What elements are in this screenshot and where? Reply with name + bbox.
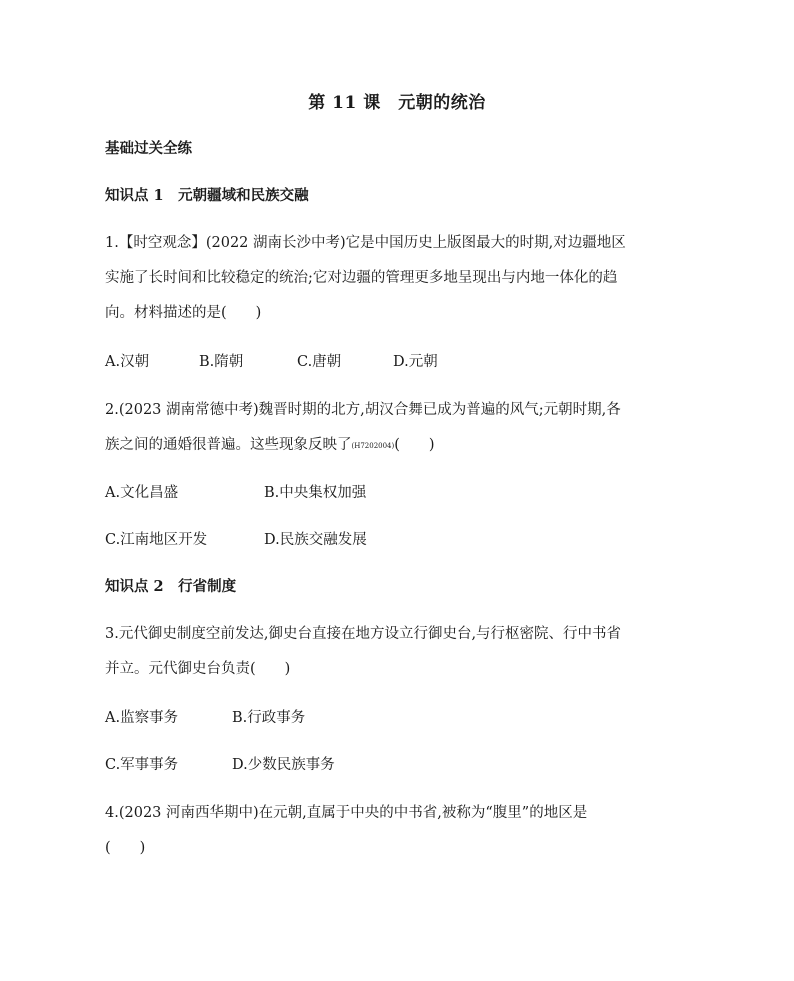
question-3-option-b: B.行政事务 (232, 710, 306, 726)
section-heading: 基础过关全练 (105, 140, 192, 157)
knowledge-point-1-heading: 知识点 1 元朝疆域和民族交融 (105, 187, 309, 204)
lesson-title: 第 11 课 元朝的统治 (308, 93, 486, 113)
question-3-line-1: 3.元代御史制度空前发达,御史台直接在地方设立行御史台,与行枢密院、行中书省 (105, 626, 622, 642)
question-2-option-a: A.文化昌盛 (105, 485, 179, 501)
question-3-option-a: A.监察事务 (105, 710, 179, 726)
question-2-option-c: C.江南地区开发 (105, 532, 208, 548)
question-1-option-a: A.汉朝 (105, 354, 150, 370)
question-1-option-d: D.元朝 (393, 354, 438, 370)
question-4-line-2: ( ) (105, 840, 146, 856)
question-2-line-2-text: 族之间的通婚很普遍。这些现象反映了 (105, 437, 352, 453)
question-2-answer-blank: ( ) (394, 437, 435, 453)
question-1-line-1: 1.【时空观念】(2022 湖南长沙中考)它是中国历史上版图最大的时期,对边疆地区 (105, 235, 626, 251)
question-3-option-d: D.少数民族事务 (232, 757, 335, 773)
question-1-line-3: 向。材料描述的是( ) (105, 305, 262, 321)
question-1-option-c: C.唐朝 (297, 354, 342, 370)
question-1-option-b: B.隋朝 (199, 354, 244, 370)
question-2-option-d: D.民族交融发展 (264, 532, 367, 548)
question-1-line-2: 实施了长时间和比较稳定的统治;它对边疆的管理更多地呈现出与内地一体化的趋 (105, 270, 618, 286)
question-3-option-c: C.军事事务 (105, 757, 179, 773)
question-2-option-b: B.中央集权加强 (264, 485, 367, 501)
question-3-line-2: 并立。元代御史台负责( ) (105, 661, 291, 677)
question-2-line-1: 2.(2023 湖南常德中考)魏晋时期的北方,胡汉合舞已成为普遍的风气;元朝时期,各 (105, 402, 621, 418)
question-4-line-1: 4.(2023 河南西华期中)在元朝,直属于中央的中书省,被称为“腹里”的地区是 (105, 805, 588, 821)
question-2-item-code: (H7202004) (351, 442, 395, 450)
knowledge-point-2-heading: 知识点 2 行省制度 (105, 578, 237, 595)
question-2-line-2 (105, 435, 435, 456)
